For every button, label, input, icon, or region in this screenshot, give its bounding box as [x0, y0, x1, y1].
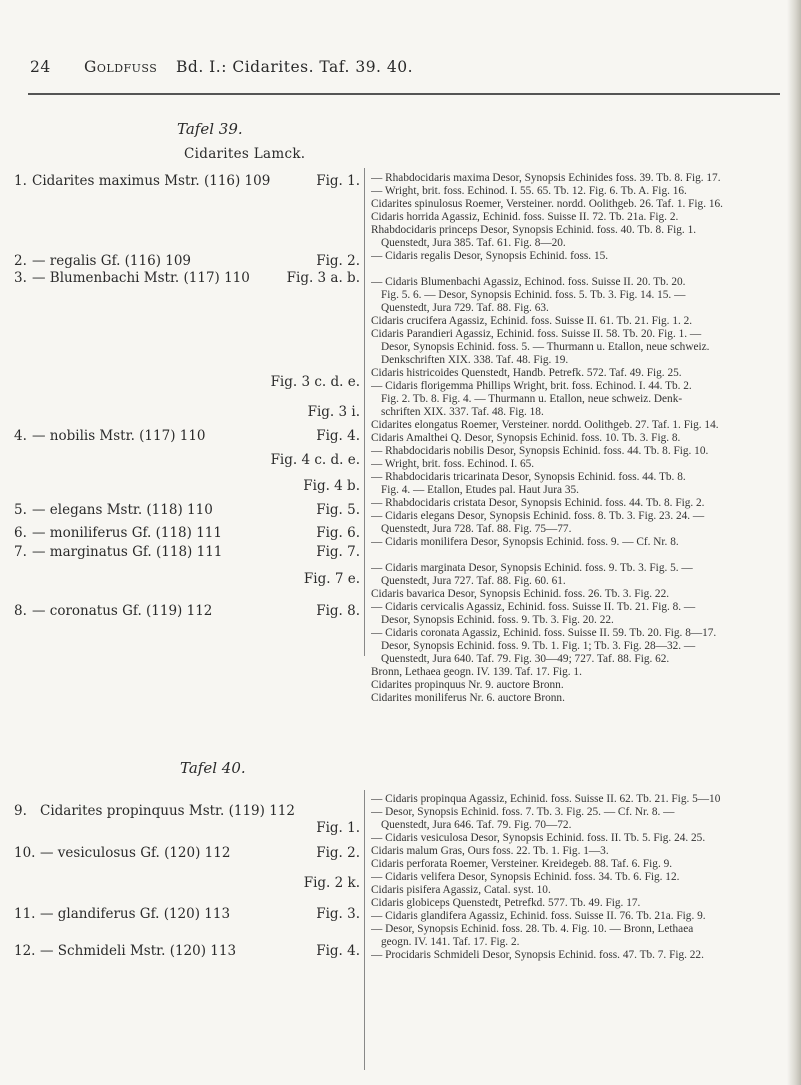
entry-species-name: Cidarites propinquus Mstr. (119) 112 — [40, 803, 295, 819]
synonymy-line: Cidaris horrida Agassiz, Echinid. foss. Suisse II. 72. Tb. 21a. Fig. 2. — [371, 211, 679, 223]
entry-number: 8. — [14, 603, 27, 619]
synonymy-line: Quenstedt, Jura 729. Taf. 88. Fig. 63. — [381, 302, 549, 314]
entry-number: 6. — [14, 525, 27, 541]
synonymy-line: Fig. 5. 6. — Desor, Synopsis Echinid. foss. 5. Tb. 3. Fig. 14. 15. — — [381, 289, 686, 301]
figure-reference: Fig. 4. — [316, 428, 360, 444]
synonymy-line: Desor, Synopsis Echinid. foss. 5. — Thurmann u. Etallon, neue schweiz. — [381, 341, 710, 353]
synonymy-line: Quenstedt, Jura 385. Taf. 61. Fig. 8—20. — [381, 237, 566, 249]
synonymy-line: Cidarites propinquus Nr. 9. auctore Bronn. — [371, 679, 564, 691]
synonymy-line: — Cidaris Blumenbachi Agassiz, Echinod. foss. Suisse II. 20. Tb. 20. — [371, 276, 686, 288]
entry-number: 9. — [14, 803, 27, 819]
synonymy-line: Cidaris crucifera Agassiz, Echinid. foss. Suisse II. 61. Tb. 21. Fig. 1. 2. — [371, 315, 693, 327]
entry-number: 2. — [14, 253, 27, 269]
entry-species-name: — Blumenbachi Mstr. (117) 110 — [32, 270, 250, 286]
synonymy-line: — Procidaris Schmideli Desor, Synopsis Echinid. foss. 47. Tb. 7. Fig. 22. — [371, 949, 704, 961]
column-divider-40 — [364, 790, 365, 1070]
entry-species-name: — vesiculosus Gf. (120) 112 — [40, 845, 231, 861]
synonymy-line: Cidaris Amalthei Q. Desor, Synopsis Echinid. foss. 10. Tb. 3. Fig. 8. — [371, 432, 681, 444]
synonymy-line: Cidarites elongatus Roemer, Versteiner. nordd. Oolithgeb. 27. Taf. 1. Fig. 14. — [371, 419, 719, 431]
synonymy-line: — Cidaris marginata Desor, Synopsis Echinid. foss. 9. Tb. 3. Fig. 5. — — [371, 562, 693, 574]
synonymy-line: — Rhabdocidaris maxima Desor, Synopsis Echinides foss. 39. Tb. 8. Fig. 17. — [371, 172, 721, 184]
synonymy-line: — Wright, brit. foss. Echinod. I. 65. — [371, 458, 535, 470]
entry-number: 4. — [14, 428, 27, 444]
figure-reference: Fig. 3 c. d. e. — [270, 374, 360, 390]
synonymy-line: — Wright, brit. foss. Echinod. I. 55. 65. Tb. 12. Fig. 6. Tb. A. Fig. 16. — [371, 185, 687, 197]
figure-reference: Fig. 2. — [316, 253, 360, 269]
entry-number: 1. — [14, 173, 27, 189]
figure-reference: Fig. 8. — [316, 603, 360, 619]
synonymy-line: geogn. IV. 141. Taf. 17. Fig. 2. — [381, 936, 520, 948]
synonymy-line: Quenstedt, Jura 646. Taf. 79. Fig. 70—72. — [381, 819, 572, 831]
entry-species-name: — glandiferus Gf. (120) 113 — [40, 906, 231, 922]
entry-species-name: — Schmideli Mstr. (120) 113 — [40, 943, 237, 959]
entry-number: 12. — [14, 943, 36, 959]
synonymy-line: — Desor, Synopsis Echinid. foss. 28. Tb. 4. Fig. 10. — Bronn, Lethaea — [371, 923, 694, 935]
synonymy-line: Fig. 4. — Etallon, Etudes pal. Haut Jura 35. — [381, 484, 579, 496]
figure-reference: Fig. 6. — [316, 525, 360, 541]
synonymy-line — [371, 263, 781, 276]
synonymy-line: — Cidaris regalis Desor, Synopsis Echinid. foss. 15. — [371, 250, 609, 262]
synonymy-line: Desor, Synopsis Echinid. foss. 9. Tb. 3. Fig. 20. 22. — [381, 614, 614, 626]
synonymy-line: Fig. 2. Tb. 8. Fig. 4. — Thurmann u. Etallon, neue schweiz. Denk- — [381, 393, 683, 405]
synonymy-line: — Rhabdocidaris nobilis Desor, Synopsis Echinid. foss. 44. Tb. 8. Fig. 10. — [371, 445, 709, 457]
entry-species-name: — marginatus Gf. (118) 111 — [32, 544, 223, 560]
genus-heading: Cidarites Lamck. — [184, 146, 306, 162]
page-edge-shadow — [787, 0, 801, 1085]
synonymy-line: Cidarites spinulosus Roemer, Versteiner. nordd. Oolithgeb. 26. Taf. 1. Fig. 16. — [371, 198, 723, 210]
figure-reference: Fig. 2. — [316, 845, 360, 861]
synonymy-line — [371, 549, 781, 562]
figure-reference: Fig. 3 a. b. — [286, 270, 360, 286]
synonymy-line: Quenstedt, Jura 727. Taf. 88. Fig. 60. 61. — [381, 575, 566, 587]
plate-40-title: Tafel 40. — [180, 759, 246, 777]
figure-reference: Fig. 7. — [316, 544, 360, 560]
entry-species-name: — moniliferus Gf. (118) 111 — [32, 525, 222, 541]
synonymy-line: — Cidaris vesiculosa Desor, Synopsis Echinid. foss. II. Tb. 5. Fig. 24. 25. — [371, 832, 706, 844]
figure-reference: Fig. 1. — [316, 820, 360, 836]
entry-number: 5. — [14, 502, 27, 518]
synonymy-line: — Cidaris coronata Agassiz, Echinid. foss. Suisse II. 59. Tb. 20. Fig. 8—17. — [371, 627, 717, 639]
synonymy-line: Cidaris histricoides Quenstedt, Handb. Petrefk. 572. Taf. 49. Fig. 25. — [371, 367, 682, 379]
page-number: 24 — [30, 58, 51, 76]
figure-reference: Fig. 1. — [316, 173, 360, 189]
entry-species-name: — regalis Gf. (116) 109 — [32, 253, 192, 269]
entry-species-name: Cidarites maximus Mstr. (116) 109 — [32, 173, 271, 189]
entry-number: 10. — [14, 845, 36, 861]
synonymy-line: Cidarites moniliferus Nr. 6. auctore Bronn. — [371, 692, 565, 704]
header-author: Goldfuss — [84, 58, 158, 76]
entry-species-name: — coronatus Gf. (119) 112 — [32, 603, 213, 619]
synonymy-line: — Cidaris cervicalis Agassiz, Echinid. foss. Suisse II. Tb. 21. Fig. 8. — — [371, 601, 696, 613]
synonymy-line: Cidaris Parandieri Agassiz, Echinid. foss. Suisse II. 58. Tb. 20. Fig. 1. — — [371, 328, 702, 340]
synonymy-line: — Cidaris glandifera Agassiz, Echinid. foss. Suisse II. 76. Tb. 21a. Fig. 9. — [371, 910, 706, 922]
synonymy-line: Rhabdocidaris princeps Desor, Synopsis Echinid. foss. 40. Tb. 8. Fig. 1. — [371, 224, 697, 236]
entry-number: 3. — [14, 270, 27, 286]
synonymy-line: Quenstedt, Jura 728. Taf. 88. Fig. 75—77. — [381, 523, 572, 535]
plate-40-synonymy — [371, 793, 781, 962]
synonymy-line: Denkschriften XIX. 338. Taf. 48. Fig. 19. — [381, 354, 569, 366]
synonymy-line: Bronn, Lethaea geogn. IV. 139. Taf. 17. Fig. 1. — [371, 666, 582, 678]
plate-39-title: Tafel 39. — [177, 120, 243, 138]
entry-number: 11. — [14, 906, 36, 922]
synonymy-line: Cidaris bavarica Desor, Synopsis Echinid. foss. 26. Tb. 3. Fig. 22. — [371, 588, 670, 600]
synonymy-line: — Rhabdocidaris tricarinata Desor, Synopsis Echinid. foss. 44. Tb. 8. — [371, 471, 686, 483]
synonymy-line: Cidaris perforata Roemer, Versteiner. Kreidegeb. 88. Taf. 6. Fig. 9. — [371, 858, 673, 870]
header-rule — [28, 93, 780, 95]
entry-species-name: — nobilis Mstr. (117) 110 — [32, 428, 206, 444]
synonymy-line: Cidaris globiceps Quenstedt, Petrefkd. 577. Tb. 49. Fig. 17. — [371, 897, 641, 909]
entry-species-name: — elegans Mstr. (118) 110 — [32, 502, 213, 518]
synonymy-line: schriften XIX. 337. Taf. 48. Fig. 18. — [381, 406, 544, 418]
figure-reference: Fig. 4 b. — [303, 478, 360, 494]
plate-39-synonymy — [371, 172, 781, 705]
synonymy-line: Cidaris pisifera Agassiz, Catal. syst. 10. — [371, 884, 551, 896]
figure-reference: Fig. 2 k. — [303, 875, 360, 891]
synonymy-line: — Cidaris florigemma Phillips Wright, brit. foss. Echinod. I. 44. Tb. 2. — [371, 380, 692, 392]
figure-reference: Fig. 5. — [316, 502, 360, 518]
column-divider-39 — [364, 168, 365, 656]
header-title: Bd. I.: Cidarites. Taf. 39. 40. — [176, 58, 414, 76]
figure-reference: Fig. 4. — [316, 943, 360, 959]
synonymy-line: — Cidaris elegans Desor, Synopsis Echinid. foss. 8. Tb. 3. Fig. 23. 24. — — [371, 510, 705, 522]
synonymy-line: Quenstedt, Jura 640. Taf. 79. Fig. 30—49; 727. Taf. 88. Fig. 62. — [381, 653, 670, 665]
synonymy-line: — Cidaris monilifera Desor, Synopsis Echinid. foss. 9. — Cf. Nr. 8. — [371, 536, 679, 548]
synonymy-line: — Cidaris velifera Desor, Synopsis Echinid. foss. 34. Tb. 6. Fig. 12. — [371, 871, 680, 883]
synonymy-line: Cidaris malum Gras, Ours foss. 22. Tb. 1. Fig. 1—3. — [371, 845, 609, 857]
figure-reference: Fig. 3. — [316, 906, 360, 922]
synonymy-line: — Rhabdocidaris cristata Desor, Synopsis Echinid. foss. 44. Tb. 8. Fig. 2. — [371, 497, 705, 509]
synonymy-line: Desor, Synopsis Echinid. foss. 9. Tb. 1. Fig. 1; Tb. 3. Fig. 28—32. — — [381, 640, 696, 652]
synonymy-line: — Cidaris propinqua Agassiz, Echinid. foss. Suisse II. 62. Tb. 21. Fig. 5—10 — [371, 793, 721, 805]
figure-reference: Fig. 3 i. — [307, 404, 360, 420]
figure-reference: Fig. 7 e. — [303, 571, 360, 587]
synonymy-line: — Desor, Synopsis Echinid. foss. 7. Tb. 3. Fig. 25. — Cf. Nr. 8. — — [371, 806, 675, 818]
entry-number: 7. — [14, 544, 27, 560]
figure-reference: Fig. 4 c. d. e. — [270, 452, 360, 468]
